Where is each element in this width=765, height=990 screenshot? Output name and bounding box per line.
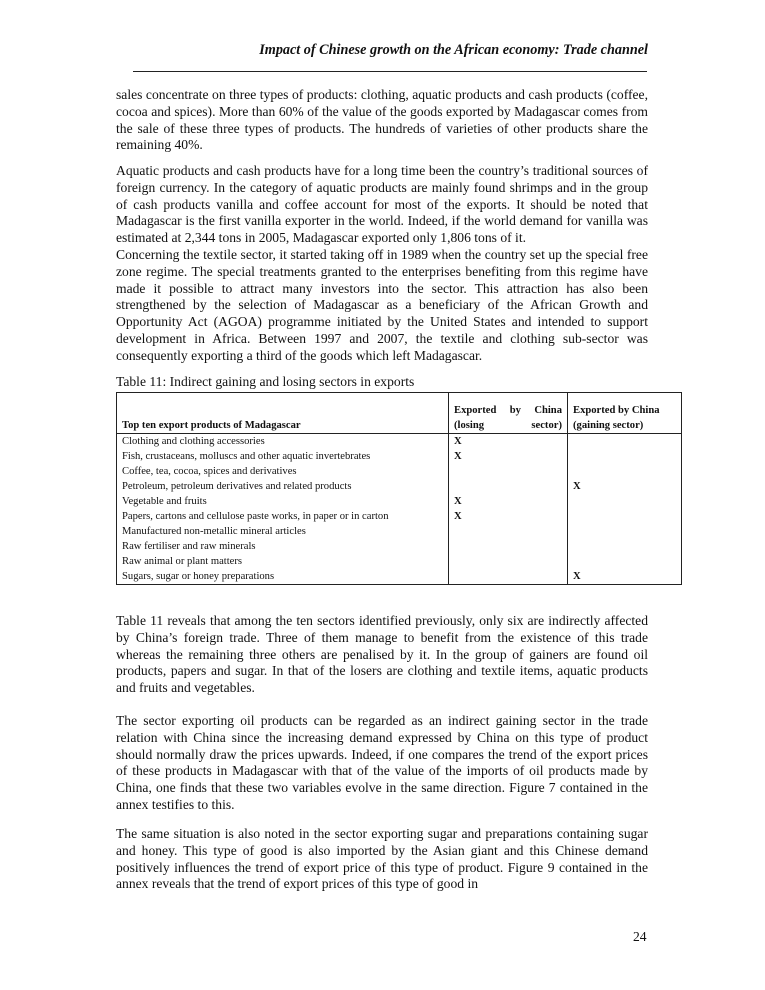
gaining-cell <box>568 449 682 464</box>
losing-cell <box>449 464 568 479</box>
table-row <box>117 449 682 464</box>
table-row <box>117 509 682 524</box>
product-cell: Raw animal or plant matters <box>117 554 449 569</box>
gaining-cell <box>568 509 682 524</box>
gaining-cell <box>568 494 682 509</box>
paragraph-3: Concerning the textile sector, it started taking off in 1989 when the country set up the special free zone regime. The special treatments granted to the enterprises benefiting from this regime have made it possible to attract many investors into the sector. This attraction has also been strengthened by the selection of Madagascar as a beneficiary of the African Growth and Opportunity Act (AGOA) programme initiated by the United States and intended to support development in Africa. Between 1997 and 2007, the textile and clothing sub-sector was consequently exporting a third of the goods which left Madagascar. <box>116 247 648 363</box>
header-gaining: Exported by China (gaining sector) <box>568 393 682 434</box>
export-sectors-table <box>116 392 682 585</box>
table-row <box>117 539 682 554</box>
table-row <box>117 569 682 585</box>
header-rule <box>133 71 647 72</box>
header-title: Impact of Chinese growth on the African economy: Trade channel <box>259 42 648 58</box>
losing-cell <box>449 524 568 539</box>
table-row <box>117 524 682 539</box>
product-cell: Petroleum, petroleum derivatives and related products <box>117 479 449 494</box>
paragraph-1: sales concentrate on three types of products: clothing, aquatic products and cash products (coffee, cocoa and spices). More than 60% of the value of the goods exported by Madagascar comes from the sale of these three types of products. The hundreds of varieties of other products share the remaining 40%. <box>116 87 648 153</box>
paragraph-2: Aquatic products and cash products have for a long time been the country’s traditional sources of foreign currency. In the category of aquatic products are mainly found shrimps and in the group of cash products vanilla and coffee account for most of the exports. It should be noted that Madagascar is the first vanilla exporter in the world. Indeed, if the world demand for vanilla was estimated at 2,344 tons in 2005, Madagascar exported only 1,806 tons of it. <box>116 163 648 246</box>
table-caption: Table 11: Indirect gaining and losing sectors in exports <box>116 374 415 389</box>
gaining-cell: X <box>568 479 682 494</box>
paragraph-4: Table 11 reveals that among the ten sectors identified previously, only six are indirectly affected by China’s foreign trade. Three of them manage to benefit from the existence of this trade whereas the remaining three others are penalised by it. In the group of gainers are found oil products, papers and sugar. In that of the losers are clothing and textile items, aquatic products and fruits and vegetables. <box>116 613 648 696</box>
gaining-cell <box>568 539 682 554</box>
losing-cell: X <box>449 434 568 450</box>
table-row <box>117 479 682 494</box>
table-row <box>117 494 682 509</box>
table-row <box>117 464 682 479</box>
losing-cell: X <box>449 509 568 524</box>
gaining-cell <box>568 554 682 569</box>
product-cell: Raw fertiliser and raw minerals <box>117 539 449 554</box>
paragraph-6: The same situation is also noted in the sector exporting sugar and preparations containing sugar and honey. This type of good is also imported by the Asian giant and this Chinese demand positively influences the trend of export price of this type of product. Figure 9 contained in the annex reveals that the trend of export prices of this type of good in <box>116 826 648 892</box>
product-cell: Coffee, tea, cocoa, spices and derivatives <box>117 464 449 479</box>
header-losing: Exported by China (losing sector) <box>449 393 568 434</box>
page-number: 24 <box>633 929 647 944</box>
product-cell: Manufactured non-metallic mineral articles <box>117 524 449 539</box>
header-products: Top ten export products of Madagascar <box>117 393 449 434</box>
table-row <box>117 434 682 450</box>
product-cell: Vegetable and fruits <box>117 494 449 509</box>
losing-cell <box>449 554 568 569</box>
paragraph-5: The sector exporting oil products can be regarded as an indirect gaining sector in the trade relation with China since the increasing demand expressed by China on this type of product should normally draw the prices upwards. Indeed, if one compares the trend of the export prices of these products in Madagascar with that of the value of the imports of oil products made by China, one finds that these two variables evolve in the same direction. Figure 7 contained in the annex testifies to this. <box>116 713 648 812</box>
product-cell: Papers, cartons and cellulose paste works, in paper or in carton <box>117 509 449 524</box>
table-row <box>117 554 682 569</box>
gaining-cell <box>568 464 682 479</box>
product-cell: Fish, crustaceans, molluscs and other aquatic invertebrates <box>117 449 449 464</box>
losing-cell: X <box>449 494 568 509</box>
product-cell: Sugars, sugar or honey preparations <box>117 569 449 585</box>
gaining-cell: X <box>568 569 682 585</box>
gaining-cell <box>568 524 682 539</box>
table-header-row <box>117 393 682 434</box>
losing-cell: X <box>449 449 568 464</box>
losing-cell <box>449 539 568 554</box>
losing-cell <box>449 569 568 585</box>
product-cell: Clothing and clothing accessories <box>117 434 449 450</box>
losing-cell <box>449 479 568 494</box>
gaining-cell <box>568 434 682 450</box>
